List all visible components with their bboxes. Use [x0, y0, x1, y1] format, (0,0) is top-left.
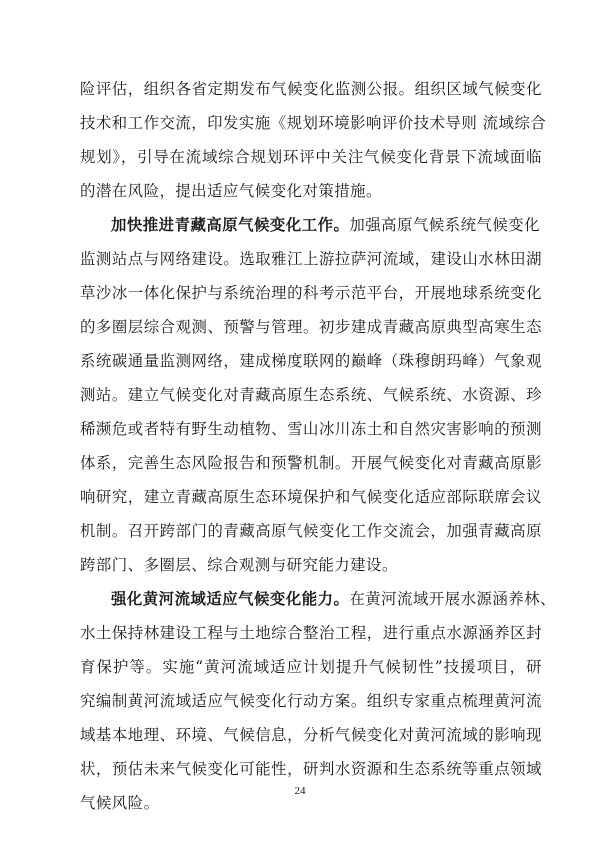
text-line: 气候风险。 [80, 794, 160, 812]
text-line: 稀濒危或者特有野生动植物、雪山冰川冻土和自然灾害影响的预测 [80, 420, 542, 438]
text-line: 草沙冰一体化保护与系统治理的科考示范平台，开展地球系统变化 [80, 284, 542, 302]
page-number: 24 [294, 785, 306, 797]
paragraph-qinghai-tibet [80, 208, 542, 582]
text-line [80, 582, 556, 616]
text-line: 育保护等。实施“黄河流域适应计划提升气候韧性”技援项目，研 [80, 658, 542, 676]
text-line: 域基本地理、环境、气候信息，分析气候变化对黄河流域的影响现 [80, 726, 542, 744]
text-line: 的潜在风险，提出适应气候变化对策措施。 [80, 182, 382, 200]
text-line: 状，预估未来气候变化可能性，研判水资源和生态系统等重点领域 [80, 760, 542, 778]
text-line: 系统碳通量监测网络，建成梯度联网的巅峰（珠穆朗玛峰）气象观 [80, 352, 542, 370]
text-line: 机制。召开跨部门的青藏高原气候变化工作交流会，加强青藏高原 [80, 522, 542, 540]
heading-continuation: 在黄河流域开展水源涵养林、 [349, 590, 556, 608]
paragraph-risk-assessment [80, 72, 547, 208]
heading-continuation: 加强高原气候系统气候变化 [349, 216, 541, 234]
section-heading: 强化黄河流域适应气候变化能力。 [111, 590, 350, 608]
text-line: 监测站点与网络建设。选取雅江上游拉萨河流域，建设山水林田湖 [80, 250, 542, 268]
text-line: 跨部门、多圈层、综合观测与研究能力建设。 [80, 556, 398, 574]
text-line: 究编制黄河流域适应气候变化行动方案。组织专家重点梳理黄河流 [80, 692, 542, 710]
text-line: 测站。建立气候变化对青藏高原生态系统、气候系统、水资源、珍 [80, 386, 542, 404]
text-line: 险评估，组织各省定期发布气候变化监测公报。组织区域气候变化 [80, 80, 542, 98]
section-heading: 加快推进青藏高原气候变化工作。 [111, 216, 350, 234]
body-text [80, 72, 556, 820]
text-line: 水土保持林建设工程与土地综合整治工程，进行重点水源涵养区封 [80, 624, 542, 642]
text-line [80, 208, 542, 242]
text-line: 体系，完善生态风险报告和预警机制。开展气候变化对青藏高原影 [80, 454, 542, 472]
text-line: 技术和工作交流，印发实施《规划环境影响评价技术导则 流域综合 [80, 114, 547, 132]
text-line: 响研究，建立青藏高原生态环境保护和气候变化适应部际联席会议 [80, 488, 542, 506]
text-line: 规划》，引导在流域综合规划环评中关注气候变化背景下流域面临 [80, 148, 542, 166]
text-line: 的多圈层综合观测、预警与管理。初步建成青藏高原典型高寒生态 [80, 318, 542, 336]
